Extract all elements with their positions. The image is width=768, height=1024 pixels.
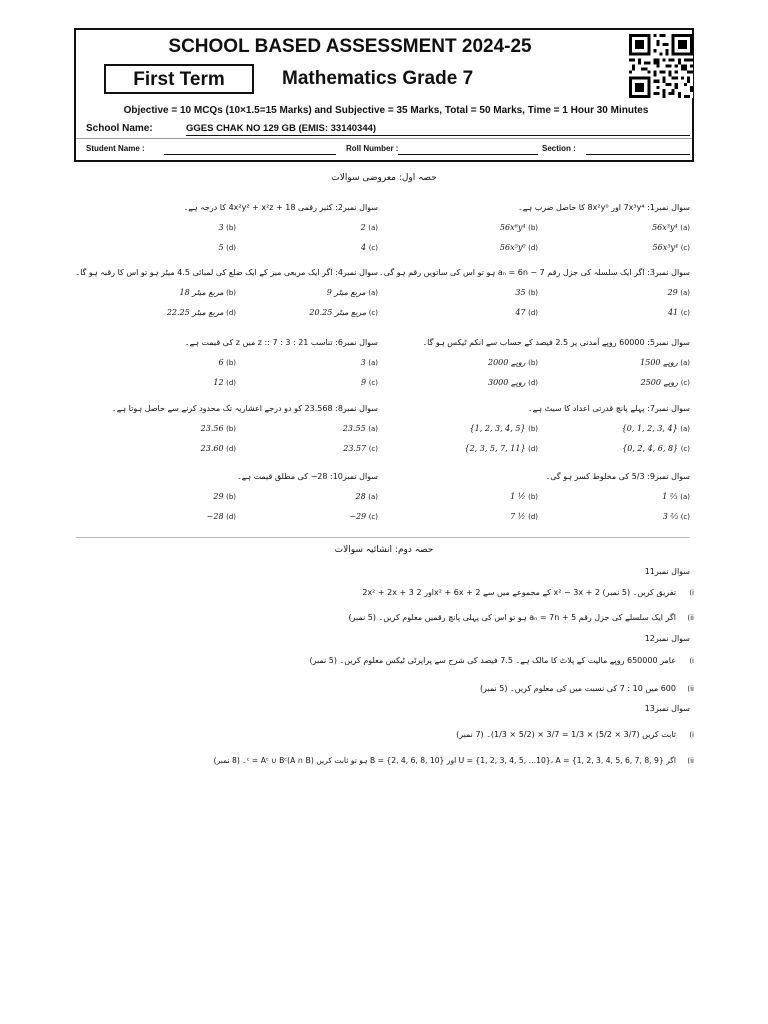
option-letter: (a) xyxy=(368,425,378,433)
q12-i-text: عامر 650000 روپے مالیت کے پلاٹ کا مالک ہے۔ 7.5 فیصد کی شرح سے پراپرٹی ٹیکس معلوم کریں۔ (5 نمبر) xyxy=(309,656,676,665)
option-letter: (d) xyxy=(226,244,236,252)
roll-number-field[interactable] xyxy=(398,154,538,155)
option-letter: (a) xyxy=(680,224,690,232)
question-8: سوال نمبر8: 23.568 کو دو درجے اعشاریہ تک محدود کرنے سے حاصل ہوتا ہے۔ xyxy=(112,404,378,413)
option-letter: (c) xyxy=(680,513,690,521)
qr-code-icon xyxy=(629,34,693,98)
option-letter: (c) xyxy=(680,244,690,252)
option-value: 18 مربع میٹر xyxy=(179,288,224,297)
option-letter: (a) xyxy=(368,224,378,232)
section-label: Section : xyxy=(542,144,576,153)
question-2-option-d[interactable] xyxy=(218,243,236,252)
option-value: −28 xyxy=(206,512,224,521)
subject-title: Mathematics Grade 7 xyxy=(282,68,474,89)
question-9-option-d[interactable] xyxy=(510,512,538,521)
question-1-option-d[interactable] xyxy=(500,243,538,252)
option-letter: (a) xyxy=(368,493,378,501)
option-value: 2500 روپے xyxy=(640,378,679,387)
student-name-field[interactable] xyxy=(164,154,336,155)
option-value: {2, 3, 5, 7, 11} xyxy=(464,444,526,453)
option-letter: (a) xyxy=(680,493,690,501)
option-letter: (b) xyxy=(226,289,236,297)
question-10-option-b[interactable] xyxy=(213,492,236,501)
question-7-option-b[interactable] xyxy=(470,424,538,433)
option-letter: (c) xyxy=(368,513,378,521)
option-value: 29 xyxy=(213,492,224,501)
option-value: 2 xyxy=(360,223,366,232)
option-letter: (d) xyxy=(528,309,538,317)
option-letter: (b) xyxy=(528,493,538,501)
q11-heading: سوال نمبر11 xyxy=(644,567,690,576)
option-value: 5 xyxy=(218,243,224,252)
question-8-option-a[interactable] xyxy=(343,424,378,433)
option-letter: (b) xyxy=(528,289,538,297)
option-value: 23.56 xyxy=(200,424,224,433)
student-name-label: Student Name : xyxy=(86,144,145,153)
option-value: 1500 روپے xyxy=(640,358,678,367)
question-4-option-b[interactable] xyxy=(180,288,236,297)
question-6-option-a[interactable] xyxy=(361,358,378,367)
option-value: 29 xyxy=(667,288,678,297)
option-value: 3 xyxy=(360,358,366,367)
option-letter: (b) xyxy=(528,425,538,433)
question-5: سوال نمبر5: 60000 روپے آمدنی پر 2.5 فیصد کے حساب سے انکم ٹیکس ہو گا۔ xyxy=(422,338,690,347)
question-1: سوال نمبر1: 7x³y⁴ اور 8x²y⁰ کا حاصل ضرب ہے۔ xyxy=(518,203,690,212)
question-8-option-d[interactable] xyxy=(201,444,236,453)
option-letter: (b) xyxy=(528,224,538,232)
question-7-option-a[interactable] xyxy=(622,424,690,433)
option-value: 1 ⅔ xyxy=(662,492,678,501)
option-letter: (c) xyxy=(368,244,378,252)
question-9-option-c[interactable] xyxy=(663,512,690,521)
question-5-option-c[interactable] xyxy=(641,378,690,387)
option-value: −29 xyxy=(349,512,367,521)
question-4-option-a[interactable] xyxy=(327,288,378,297)
option-letter: (a) xyxy=(680,359,690,367)
option-letter: (a) xyxy=(368,359,378,367)
section-field[interactable] xyxy=(586,154,690,155)
option-value: 9 xyxy=(361,378,367,387)
option-letter: (d) xyxy=(528,513,538,521)
question-7-option-d[interactable] xyxy=(464,444,538,453)
question-2-option-a[interactable] xyxy=(361,223,378,232)
option-value: 3 ⅔ xyxy=(662,512,679,521)
option-value: 3 xyxy=(218,223,224,232)
option-value: 1 ½ xyxy=(510,492,526,501)
question-4-option-c[interactable] xyxy=(309,308,378,317)
option-value: 23.60 xyxy=(200,444,224,453)
roll-number-label: Roll Number : xyxy=(346,144,399,153)
question-10-option-a[interactable] xyxy=(356,492,379,501)
question-1-option-a[interactable] xyxy=(652,223,690,232)
option-letter: (d) xyxy=(528,445,538,453)
option-letter: (a) xyxy=(680,289,690,297)
school-name-field: GGES CHAK NO 129 GB (EMIS: 33140344) xyxy=(186,123,690,136)
question-5-option-a[interactable] xyxy=(640,358,690,367)
question-7-option-c[interactable] xyxy=(622,444,690,453)
question-2-option-b[interactable] xyxy=(218,223,236,232)
option-letter: (c) xyxy=(680,379,690,387)
option-value: 47 xyxy=(515,308,526,317)
question-9-option-a[interactable] xyxy=(662,492,690,501)
option-letter: (d) xyxy=(226,379,236,387)
question-4-option-d[interactable] xyxy=(167,308,236,317)
question-6-option-b[interactable] xyxy=(218,358,236,367)
option-value: 2000 روپے xyxy=(488,358,526,367)
option-letter: (b) xyxy=(226,493,236,501)
q13-ii-text: اگر U = {1, 2, 3, 4, 5, …10}، A = {1, 2, 3, 4, 5, 6, 7, 8, 9} اور B = {2, 4, 6, 8, 10} ہو تو ثابت کریں (A ∩ B)ᶜ = Aᶜ ∪ Bᶜ۔ (8 نمبر) xyxy=(213,756,676,765)
option-letter: (c) xyxy=(680,309,690,317)
option-letter: (b) xyxy=(528,359,538,367)
question-4: سوال نمبر4: اگر ایک مربعی میز کے ایک ضلع کی لمبائی 4.5 میٹر ہو تو اس کا رقبہ ہو گا۔ xyxy=(75,268,378,277)
question-3-option-d[interactable] xyxy=(515,308,538,317)
option-letter: (b) xyxy=(226,224,236,232)
term-box: First Term xyxy=(104,64,254,94)
question-2: سوال نمبر2: کثیر رقمی 4x²y² + x²z + 18 کا درجہ ہے۔ xyxy=(183,203,378,212)
question-8-option-b[interactable] xyxy=(201,424,236,433)
option-value: 35 xyxy=(515,288,526,297)
question-1-option-b[interactable] xyxy=(500,223,538,232)
question-9: سوال نمبر9: 5/3 کی مخلوط کسر ہو گی۔ xyxy=(545,472,690,481)
question-6-option-c[interactable] xyxy=(361,378,378,387)
part1-title: حصہ اول: معروضی سوالات xyxy=(331,173,437,183)
section-divider xyxy=(76,537,690,538)
option-letter: (a) xyxy=(680,425,690,433)
option-value: {0, 2, 4, 6, 8} xyxy=(622,444,679,453)
exam-title: SCHOOL BASED ASSESSMENT 2024-25 xyxy=(168,36,532,57)
option-value: 22.25 مربع میٹر xyxy=(166,308,224,317)
q12-heading: سوال نمبر12 xyxy=(644,634,690,643)
q11-ii-number: (ii xyxy=(687,614,694,622)
option-letter: (d) xyxy=(226,309,236,317)
question-2-option-c[interactable] xyxy=(361,243,378,252)
question-10-option-c[interactable] xyxy=(349,512,378,521)
option-letter: (b) xyxy=(226,359,236,367)
option-value: 56x⁵y⁴ xyxy=(652,243,679,252)
option-value: 41 xyxy=(667,308,679,317)
option-letter: (c) xyxy=(368,445,378,453)
question-3: سوال نمبر3: اگر ایک سلسلہ کی جزل رقم aₙ = 6n − 7 ہو تو اس کی ساتویں رقم ہو گی۔ xyxy=(379,268,690,277)
q11-i-text: 2x² + 2x + 3 اور 2x² + 6x + 2 کے مجموعے میں سے x² − 3x + 2 تفریق کریں۔ (5 نمبر) xyxy=(362,588,676,597)
option-letter: (a) xyxy=(368,289,378,297)
q11-ii-text: اگر ایک سلسلے کی جزل رقم aₙ = 7n + 5 ہو تو اس کی پہلی پانچ رقمیں معلوم کریں۔ (5 نمبر) xyxy=(348,613,676,622)
marks-breakdown: Objective = 10 MCQs (10×1.5=15 Marks) and Subjective = 35 Marks, Total = 50 Marks, Time = 1 Hour 30 Minutes xyxy=(123,105,649,116)
option-letter: (c) xyxy=(680,445,690,453)
question-5-option-b[interactable] xyxy=(488,358,538,367)
q12-ii-number: (ii xyxy=(687,685,694,693)
question-6-option-d[interactable] xyxy=(213,378,236,387)
option-value: 56x⁵y⁰ xyxy=(499,243,526,252)
q12-i-number: (i xyxy=(689,657,694,665)
question-5-option-d[interactable] xyxy=(488,378,538,387)
question-3-option-c[interactable] xyxy=(668,308,690,317)
option-letter: (d) xyxy=(226,513,236,521)
question-9-option-b[interactable] xyxy=(510,492,538,501)
option-value: 12 xyxy=(213,378,224,387)
option-letter: (d) xyxy=(528,244,538,252)
option-value: 56x⁶y⁴ xyxy=(499,223,526,232)
option-value: {0, 1, 2, 3, 4} xyxy=(621,424,678,433)
option-value: {1, 2, 3, 4, 5} xyxy=(469,424,526,433)
option-letter: (c) xyxy=(368,379,378,387)
question-10: سوال نمبر10: 28− کی مطلق قیمت ہے۔ xyxy=(236,472,378,481)
q13-ii-number: (ii xyxy=(687,757,694,765)
option-value: 9 مربع میٹر xyxy=(326,288,366,297)
option-value: 28 xyxy=(355,492,366,501)
option-value: 7 ½ xyxy=(510,512,526,521)
q13-i-number: (i xyxy=(689,731,694,739)
option-letter: (d) xyxy=(226,445,236,453)
question-3-option-a[interactable] xyxy=(668,288,691,297)
option-letter: (d) xyxy=(528,379,538,387)
q13-i-text: ثابت کریں (3/7 × 5/2) × 1/3 = 3/7 × (5/2 × 1/3)۔ (7 نمبر) xyxy=(456,730,676,739)
question-3-option-b[interactable] xyxy=(515,288,538,297)
question-10-option-d[interactable] xyxy=(207,512,236,521)
option-value: 4 xyxy=(361,243,367,252)
q12-ii-text: 600 میں 10 : 7 کی نسبت میں کی معلوم کریں۔ (5 نمبر) xyxy=(479,684,676,693)
option-value: 3000 روپے xyxy=(488,378,526,387)
q11-i-number: (i xyxy=(689,589,694,597)
question-1-option-c[interactable] xyxy=(653,243,690,252)
option-value: 23.57 xyxy=(343,444,367,453)
exam-header xyxy=(74,28,694,162)
option-letter: (c) xyxy=(368,309,378,317)
question-7: سوال نمبر7: پہلے پانچ قدرتی اعداد کا سیٹ ہے۔ xyxy=(527,404,690,413)
question-6: سوال نمبر6: تناسب 21 : z :: 7 : 3 میں z کی قیمت ہے۔ xyxy=(184,338,378,347)
option-letter: (b) xyxy=(226,425,236,433)
part2-title: حصہ دوم: انشائیہ سوالات xyxy=(334,545,434,555)
school-name-label: School Name: xyxy=(86,123,153,134)
header-divider xyxy=(76,138,692,139)
question-8-option-c[interactable] xyxy=(343,444,378,453)
q13-heading: سوال نمبر13 xyxy=(644,704,690,713)
option-value: 56x³y⁴ xyxy=(652,223,678,232)
option-value: 6 xyxy=(218,358,224,367)
option-value: 20.25 مربع میٹر xyxy=(309,308,367,317)
option-value: 23.55 xyxy=(342,424,366,433)
